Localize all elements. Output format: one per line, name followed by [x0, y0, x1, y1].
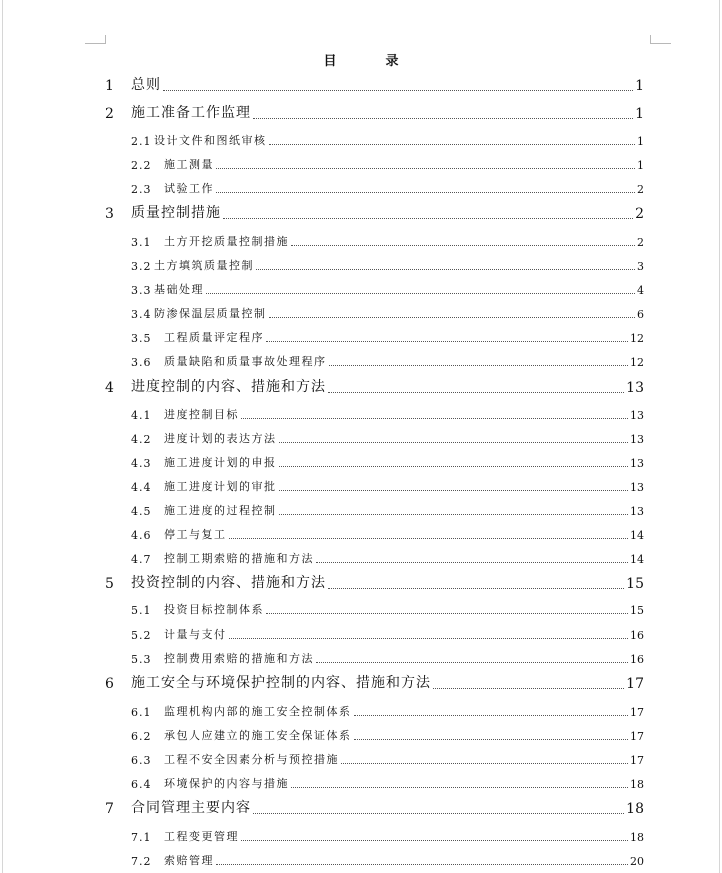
toc-dot-leader	[229, 637, 628, 639]
toc-dot-leader	[279, 441, 628, 443]
toc-dot-leader	[223, 217, 633, 219]
toc-entry-number: 3.6	[131, 356, 152, 369]
toc-entry-title: 环境保护的内容与措施	[164, 777, 289, 790]
toc-dot-leader	[328, 391, 624, 393]
toc-entry[interactable]	[0, 699, 722, 721]
toc-entry[interactable]	[0, 229, 722, 251]
toc-dot-leader	[279, 489, 628, 491]
toc-entry[interactable]	[0, 474, 722, 496]
toc-entry-page: 15	[626, 576, 644, 592]
toc-dot-leader	[216, 863, 628, 865]
toc-dot-leader	[328, 587, 624, 589]
toc-dot-leader	[433, 687, 624, 689]
toc-title: 目 录	[323, 54, 417, 69]
toc-entry-number: 7	[105, 801, 114, 817]
toc-entry-number: 2.2	[131, 159, 152, 172]
toc-dot-leader	[206, 292, 635, 294]
toc-dot-leader	[216, 191, 635, 193]
toc-entry-title: 计量与支付	[164, 628, 227, 641]
toc-entry-number: 3.3	[131, 284, 152, 297]
toc-entry-number: 5.2	[131, 629, 152, 642]
toc-entry-number: 7.2	[131, 855, 152, 868]
toc-entry-page: 17	[630, 754, 644, 767]
toc-dot-leader	[316, 661, 628, 663]
toc-entry-page: 15	[630, 604, 644, 617]
toc-entry-page: 13	[626, 380, 644, 396]
toc-entry[interactable]	[0, 277, 722, 299]
toc-entry[interactable]	[0, 646, 722, 668]
toc-entry-number: 1	[105, 78, 114, 94]
toc-entry-page: 3	[637, 260, 644, 273]
toc-entry-title: 施工进度计划的审批	[164, 480, 277, 493]
toc-entry-number: 5.3	[131, 653, 152, 666]
toc-entry[interactable]	[0, 572, 722, 594]
toc-entry-page: 2	[637, 183, 644, 196]
toc-entry-title: 施工准备工作监理	[131, 105, 251, 121]
toc-entry-page: 13	[630, 505, 644, 518]
toc-entry-number: 4	[105, 380, 114, 396]
toc-entry[interactable]	[0, 426, 722, 448]
toc-entry-number: 2	[105, 106, 114, 122]
toc-entry[interactable]	[0, 301, 722, 323]
toc-entry[interactable]	[0, 253, 722, 275]
toc-entry-page: 17	[630, 730, 644, 743]
toc-dot-leader	[279, 513, 628, 515]
toc-entry[interactable]	[0, 152, 722, 174]
toc-entry[interactable]	[0, 848, 722, 870]
toc-entry[interactable]	[0, 522, 722, 544]
toc-entry-title: 工程不安全因素分析与预控措施	[164, 753, 339, 766]
toc-dot-leader	[341, 762, 628, 764]
toc-entry-title: 工程质量评定程序	[164, 331, 264, 344]
toc-entry-number: 4.5	[131, 505, 152, 518]
toc-entry-page: 17	[630, 706, 644, 719]
toc-entry-page: 2	[635, 206, 644, 222]
toc-entry-page: 12	[630, 356, 644, 369]
toc-entry-title: 防渗保温层质量控制	[154, 307, 267, 320]
toc-entry-title: 投资目标控制体系	[164, 603, 264, 616]
toc-entry-number: 6.2	[131, 730, 152, 743]
toc-entry-title: 投资控制的内容、措施和方法	[131, 575, 326, 591]
toc-entry[interactable]	[0, 498, 722, 520]
toc-entry-title: 监理机构内部的施工安全控制体系	[164, 705, 352, 718]
toc-entry-page: 1	[637, 159, 644, 172]
toc-entry[interactable]	[0, 723, 722, 745]
toc-entry-page: 18	[630, 778, 644, 791]
toc-dot-leader	[163, 89, 633, 91]
toc-entry-title: 质量缺陷和质量事故处理程序	[164, 355, 327, 368]
toc-entry-title: 施工安全与环境保护控制的内容、措施和方法	[131, 675, 431, 691]
toc-dot-leader	[269, 143, 635, 145]
toc-entry-title: 进度控制目标	[164, 408, 239, 421]
toc-entry-number: 3.2	[131, 260, 152, 273]
toc-dot-leader	[291, 786, 628, 788]
toc-entry-page: 1	[635, 106, 644, 122]
toc-entry-page: 6	[637, 308, 644, 321]
toc-entry-title: 承包人应建立的施工安全保证体系	[164, 729, 352, 742]
toc-entry[interactable]	[0, 128, 722, 150]
toc-entry-number: 2.3	[131, 183, 152, 196]
toc-entry[interactable]	[0, 102, 722, 124]
toc-entry[interactable]	[0, 176, 722, 198]
toc-entry-page: 20	[630, 855, 644, 868]
toc-dot-leader	[354, 738, 628, 740]
toc-entry-title: 进度计划的表达方法	[164, 432, 277, 445]
toc-entry[interactable]	[0, 202, 722, 224]
toc-entry-title: 基础处理	[154, 283, 204, 296]
toc-entry[interactable]	[0, 771, 722, 793]
toc-entry-title: 控制工期索赔的措施和方法	[164, 552, 314, 565]
toc-entry-page: 1	[635, 78, 644, 94]
toc-entry-page: 13	[630, 457, 644, 470]
toc-entry[interactable]	[0, 402, 722, 424]
toc-entry[interactable]	[0, 747, 722, 769]
toc-entry-title: 总则	[131, 77, 161, 93]
toc-entry[interactable]	[0, 672, 722, 694]
toc-entry-title: 施工进度计划的申报	[164, 456, 277, 469]
toc-entry[interactable]	[0, 546, 722, 568]
toc-dot-leader	[316, 561, 628, 563]
toc-entry-title: 设计文件和图纸审核	[154, 134, 267, 147]
margin-corner-mark	[650, 35, 671, 44]
toc-dot-leader	[229, 537, 628, 539]
toc-dot-leader	[354, 714, 628, 716]
toc-entry-number: 3	[105, 206, 114, 222]
toc-entry-page: 13	[630, 409, 644, 422]
toc-dot-leader	[241, 839, 628, 841]
toc-entry-title: 土方填筑质量控制	[154, 259, 254, 272]
toc-dot-leader	[253, 117, 633, 119]
toc-entry-page: 13	[630, 433, 644, 446]
toc-entry-number: 4.6	[131, 529, 152, 542]
toc-entry-page: 14	[630, 529, 644, 542]
toc-entry-number: 3.5	[131, 332, 152, 345]
toc-entry-page: 18	[630, 831, 644, 844]
toc-dot-leader	[291, 244, 635, 246]
toc-entry-title: 进度控制的内容、措施和方法	[131, 379, 326, 395]
toc-entry-title: 停工与复工	[164, 528, 227, 541]
toc-dot-leader	[269, 316, 635, 318]
toc-entry-number: 6.1	[131, 706, 152, 719]
toc-entry-number: 5.1	[131, 604, 152, 617]
toc-dot-leader	[241, 417, 628, 419]
toc-entry-title: 试验工作	[164, 182, 214, 195]
toc-entry-title: 施工进度的过程控制	[164, 504, 277, 517]
toc-entry-number: 4.1	[131, 409, 152, 422]
toc-entry[interactable]	[0, 797, 722, 819]
toc-entry-number: 7.1	[131, 831, 152, 844]
toc-entry-title: 质量控制措施	[131, 205, 221, 221]
toc-entry-number: 4.4	[131, 481, 152, 494]
toc-entry-number: 5	[105, 576, 114, 592]
toc-entry-title: 土方开挖质量控制措施	[164, 235, 289, 248]
toc-entry-title: 合同管理主要内容	[131, 800, 251, 816]
toc-entry-title: 施工测量	[164, 158, 214, 171]
toc-dot-leader	[256, 268, 635, 270]
toc-entry[interactable]	[0, 622, 722, 644]
toc-dot-leader	[253, 812, 624, 814]
toc-entry[interactable]	[0, 74, 722, 96]
toc-dot-leader	[279, 465, 628, 467]
toc-entry-page: 16	[630, 629, 644, 642]
toc-entry-page: 4	[637, 284, 644, 297]
toc-entry[interactable]	[0, 824, 722, 846]
toc-entry-number: 6	[105, 676, 114, 692]
toc-entry[interactable]	[0, 349, 722, 371]
toc-entry-title: 工程变更管理	[164, 830, 239, 843]
toc-entry-number: 4.2	[131, 433, 152, 446]
toc-entry-page: 14	[630, 553, 644, 566]
margin-corner-mark	[85, 35, 106, 44]
toc-entry-number: 4.7	[131, 553, 152, 566]
toc-entry[interactable]	[0, 325, 722, 347]
toc-entry[interactable]	[0, 597, 722, 619]
toc-entry[interactable]	[0, 450, 722, 472]
toc-entry-number: 6.4	[131, 778, 152, 791]
toc-dot-leader	[216, 167, 635, 169]
toc-dot-leader	[266, 340, 628, 342]
toc-entry-page: 17	[626, 676, 644, 692]
toc-dot-leader	[266, 612, 628, 614]
toc-entry-number: 6.3	[131, 754, 152, 767]
toc-entry-number: 3.1	[131, 236, 152, 249]
toc-entry-title: 控制费用索赔的措施和方法	[164, 652, 314, 665]
toc-dot-leader	[329, 364, 628, 366]
toc-entry-page: 13	[630, 481, 644, 494]
toc-entry-number: 2.1	[131, 135, 152, 148]
toc-entry-page: 2	[637, 236, 644, 249]
toc-entry[interactable]	[0, 376, 722, 398]
toc-entry-page: 12	[630, 332, 644, 345]
toc-entry-title: 索赔管理	[164, 854, 214, 867]
toc-entry-number: 3.4	[131, 308, 152, 321]
toc-entry-page: 18	[626, 801, 644, 817]
toc-entry-number: 4.3	[131, 457, 152, 470]
toc-entry-page: 16	[630, 653, 644, 666]
toc-entry-page: 1	[637, 135, 644, 148]
